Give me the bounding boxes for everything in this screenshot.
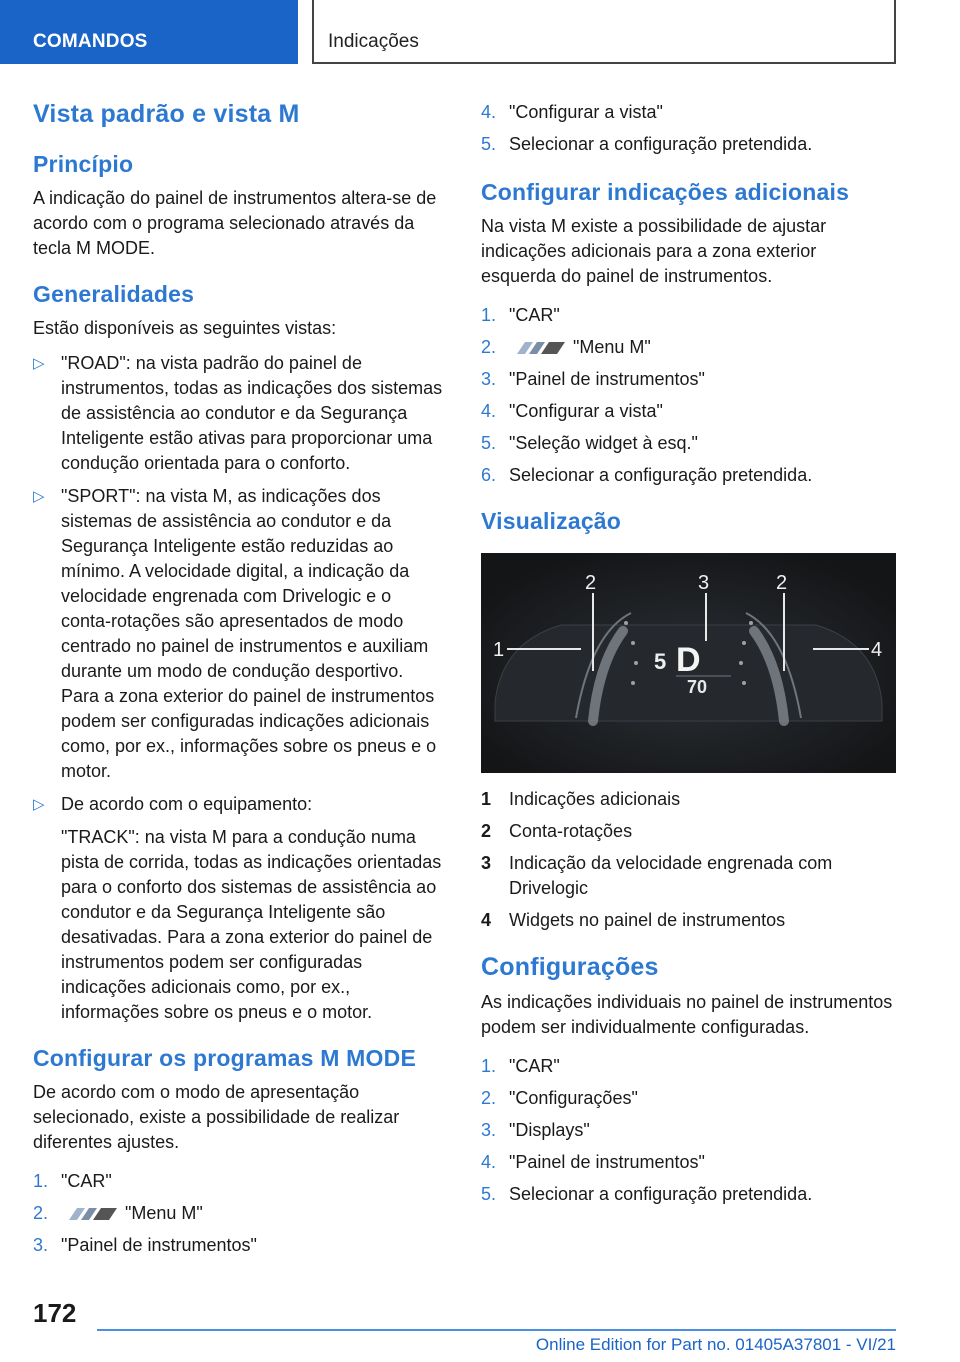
generalidades-intro: Estão disponíveis as seguintes vistas: [33,318,337,338]
track-description: "TRACK": na vista M para a condução numa pista de corrida, todas as indicações orientadas para o conforto dos sistemas de assistência ao condutor e da Segurança Inteligente são desativadas. Para a zona exterior do painel de instrumentos podem ser configuradas indicações adicionais como, por ex., informações sobre os pneus e o motor. [61,827,442,1022]
page-number: 172 [33,1298,77,1328]
speed-readout: 70 [687,677,708,697]
list-item: 4 Widgets no painel de instrumentos [481,910,786,930]
section-visualizacao [481,508,896,933]
list-item: 5. "Seleção widget à esq." [481,433,698,453]
m-logo-icon [511,341,567,355]
section-configuracoes [481,953,896,1207]
callout-1: 1 [493,639,505,661]
list-item: 4. "Configurar a vista" [481,401,663,421]
triangle-bullet-icon: ▷ [33,355,45,372]
section-tab: COMANDOS [0,0,298,64]
callout-2-left: 2 [585,572,597,594]
list-item: 2. "Configurações" [481,1088,638,1108]
left-column [33,100,446,1278]
section-principio [33,151,446,261]
list-item: ▷ "SPORT": na vista M, as indicações dos sistemas de assistência ao condutor e da Segurança Inteligente estão reduzidas ao mínimo. A velocidade digital, a indicação da velocidade engrenada com Drivelogic e o conta-rotações são apresentados de modo centrado no painel de instrumentos e auxiliam durante um modo de condução desportivo. Para a zona exterior do painel de instrumentos podem ser configuradas indicações adicionais como, por ex., informações sobre os pneus e o motor. [33,486,437,781]
callout-3: 3 [698,572,710,594]
list-item: 6. Selecionar a configuração pretendida. [481,465,813,485]
list-item: 1 Indicações adicionais [481,789,681,809]
list-item: 2 Conta-rotações [481,821,633,841]
list-item: 2. "Menu M" [33,1203,203,1223]
views-list [33,351,446,1025]
instrument-cluster-drawing [481,553,896,773]
list-item: 3 Indicação da velocidade engrenada com Drivelogic [481,853,833,898]
configuracoes-text: As indicações individuais no painel de instrumentos podem ser individualmente configuradas. [481,992,893,1037]
programas-steps [33,1169,446,1258]
heading-generalidades: Generalidades [33,281,195,307]
chapter-tab: Indicações [312,0,896,64]
figure-legend [481,787,896,933]
principio-text: A indicação do painel de instrumentos altera-se de acordo com o programa selecionado através da tecla M MODE. [33,188,437,258]
list-item: 4. "Painel de instrumentos" [481,1152,705,1172]
list-item: 3. "Displays" [481,1120,590,1140]
list-item: 5. Selecionar a configuração pretendida. [481,134,813,154]
list-item: 5. Selecionar a configuração pretendida. [481,1184,813,1204]
triangle-bullet-icon: ▷ [33,796,45,813]
list-item: 1. "CAR" [481,1056,560,1076]
list-item: 3. "Painel de instrumentos" [481,369,705,389]
right-column [481,100,896,1227]
heading-programas: Configurar os programas M MODE [33,1045,416,1071]
callout-4: 4 [871,639,883,661]
heading-configuracoes: Configurações [481,953,659,981]
section-generalidades [33,281,446,1025]
instrument-cluster-image [481,553,896,773]
page-title: Vista padrão e vista M [33,100,300,128]
list-item: 1. "CAR" [33,1171,112,1191]
heading-principio: Princípio [33,151,134,177]
heading-visualizacao: Visualização [481,508,622,534]
triangle-bullet-icon: ▷ [33,488,45,505]
gear-indicator: 5 [654,649,667,674]
list-item: ▷ "ROAD": na vista padrão do painel de instrumentos, todas as indicações dos sistemas de assistência ao condutor e da Segurança Inteligente estão ativas para proporcionar uma condução orientada para o conforto. [33,353,443,473]
adicionais-text: Na vista M existe a possibilidade de ajustar indicações adicionais para a zona exterior esquerda do painel de instrumentos. [481,216,827,286]
list-item: 4. "Configurar a vista" [481,102,663,122]
list-item: ▷ De acordo com o equipamento: "TRACK": na vista M para a condução numa pista de corrida, todas as indicações orientadas para o conforto dos sistemas de assistência ao condutor e da Segurança Inteligente são desativadas. Para a zona exterior do painel de instrumentos podem ser configuradas indicações adicionais como, por ex., informações sobre os pneus e o motor. [33,792,446,1025]
adicionais-steps [481,303,896,488]
callout-2-right: 2 [776,572,788,594]
drive-mode-indicator: D [676,641,701,679]
edition-note: Online Edition for Part no. 01405A37801 - VI/21 [535,1335,896,1354]
list-item: 2. "Menu M" [481,337,651,357]
list-item: 3. "Painel de instrumentos" [33,1235,257,1255]
heading-adicionais: Configurar indicações adicionais [481,179,850,205]
continued-steps [481,100,896,157]
section-adicionais [481,179,896,488]
footer-divider [97,1329,896,1331]
configuracoes-steps [481,1054,896,1207]
m-logo-icon [63,1207,119,1221]
list-item: 1. "CAR" [481,305,560,325]
programas-text: De acordo com o modo de apresentação selecionado, existe a possibilidade de realizar diferentes ajustes. [33,1082,400,1152]
section-programas [33,1045,446,1258]
